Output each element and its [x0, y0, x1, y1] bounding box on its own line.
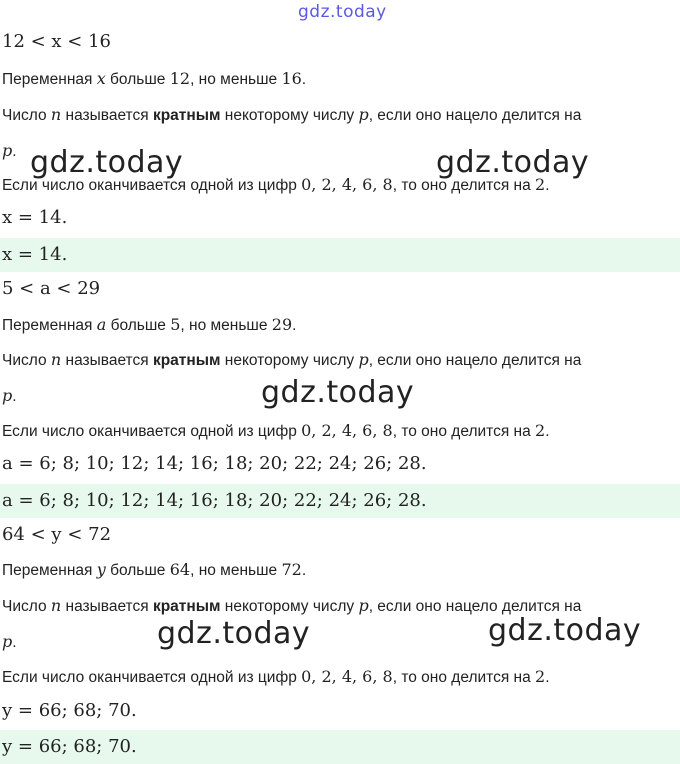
watermark: gdz.today [436, 145, 590, 180]
def-n: n [50, 350, 62, 369]
answer-2: a = 6; 8; 10; 12; 14; 16; 18; 20; 22; 24; 26; 28. [0, 484, 680, 518]
rule-post: , то оно делится на [392, 669, 536, 686]
def-bold: кратным [152, 598, 221, 615]
def-end: . [12, 388, 17, 405]
rule-end: . [545, 669, 550, 686]
step-2: a = 6; 8; 10; 12; 14; 16; 18; 20; 22; 24; 26; 28. [2, 453, 427, 474]
inequality-1: 12 < x < 16 [2, 31, 112, 52]
answer-3: y = 66; 68; 70. [0, 730, 680, 764]
rule-1 [0, 174, 680, 197]
rule-end: . [545, 423, 550, 440]
def-post: , если оно нацело делится на [368, 107, 582, 124]
inequality-3: 64 < y < 72 [2, 524, 112, 545]
range-post: , но меньше [190, 71, 282, 88]
def-p2: p [2, 141, 13, 160]
def-bold: кратным [152, 352, 221, 369]
range-low: 64 [169, 560, 191, 579]
rule-two: 2 [535, 175, 546, 194]
def-mid: называется [61, 352, 153, 369]
rule-post: , то оно делится на [392, 423, 536, 440]
range-pre: Переменная [2, 317, 97, 334]
range-high: 29 [271, 315, 293, 334]
range-high: 72 [281, 560, 302, 579]
def-n: n [50, 596, 62, 615]
def-post: , если оно нацело делится на [368, 598, 582, 615]
range-post: , но меньше [190, 562, 282, 579]
rule-2 [0, 420, 680, 443]
watermark: gdz.today [488, 613, 642, 648]
def-p2: p [2, 632, 13, 651]
range-end: . [301, 562, 307, 579]
def-n: n [50, 105, 62, 124]
definition-2 [0, 349, 680, 372]
step-1: x = 14. [2, 207, 68, 228]
def-mid2: некоторому числу [220, 107, 359, 124]
def-mid2: некоторому числу [220, 352, 359, 369]
def-p: p [358, 350, 369, 369]
def-post: , если оно нацело делится на [368, 352, 582, 369]
def-end: . [12, 143, 17, 160]
inequality-2: 5 < a < 29 [2, 278, 101, 299]
def-pre: Число [2, 352, 51, 369]
def-p: p [358, 105, 369, 124]
range-var: y [96, 560, 106, 579]
range-pre: Переменная [2, 562, 97, 579]
rule-post: , то оно делится на [392, 177, 536, 194]
answer-1: x = 14. [0, 238, 680, 272]
rule-two: 2 [535, 421, 546, 440]
rule-digits: 0, 2, 4, 6, 8 [301, 175, 393, 194]
watermark-top: gdz.today [298, 2, 387, 22]
def-end: . [12, 634, 17, 651]
def-p: p [358, 596, 369, 615]
range-mid: больше [105, 71, 170, 88]
range-end: . [292, 317, 297, 334]
range-end: . [301, 71, 307, 88]
range-var: a [96, 315, 107, 334]
step-3: y = 66; 68; 70. [2, 700, 137, 721]
definition-1 [0, 104, 680, 127]
range-mid: больше [106, 317, 171, 334]
def-mid: называется [61, 598, 153, 615]
rule-pre: Если число оканчивается одной из цифр [2, 669, 302, 686]
watermark: gdz.today [261, 375, 415, 410]
def-pre: Число [2, 598, 51, 615]
range-text-1 [0, 68, 680, 91]
range-low: 12 [169, 69, 191, 88]
def-bold: кратным [152, 107, 221, 124]
range-post: , но меньше [180, 317, 272, 334]
def-p2: p [2, 386, 13, 405]
range-high: 16 [281, 69, 302, 88]
rule-digits: 0, 2, 4, 6, 8 [301, 667, 393, 686]
def-mid2: некоторому числу [220, 598, 359, 615]
rule-3 [0, 666, 680, 689]
def-mid: называется [61, 107, 153, 124]
range-text-3 [0, 559, 680, 582]
rule-digits: 0, 2, 4, 6, 8 [301, 421, 393, 440]
def-pre: Число [2, 107, 51, 124]
range-text-2 [0, 314, 680, 337]
range-pre: Переменная [2, 71, 97, 88]
rule-two: 2 [535, 667, 546, 686]
rule-pre: Если число оканчивается одной из цифр [2, 423, 302, 440]
range-low: 5 [170, 315, 181, 334]
rule-end: . [545, 177, 550, 194]
watermark: gdz.today [30, 145, 184, 180]
range-mid: больше [105, 562, 170, 579]
watermark: gdz.today [157, 616, 311, 651]
rule-pre: Если число оканчивается одной из цифр [2, 177, 302, 194]
range-var: x [96, 69, 106, 88]
